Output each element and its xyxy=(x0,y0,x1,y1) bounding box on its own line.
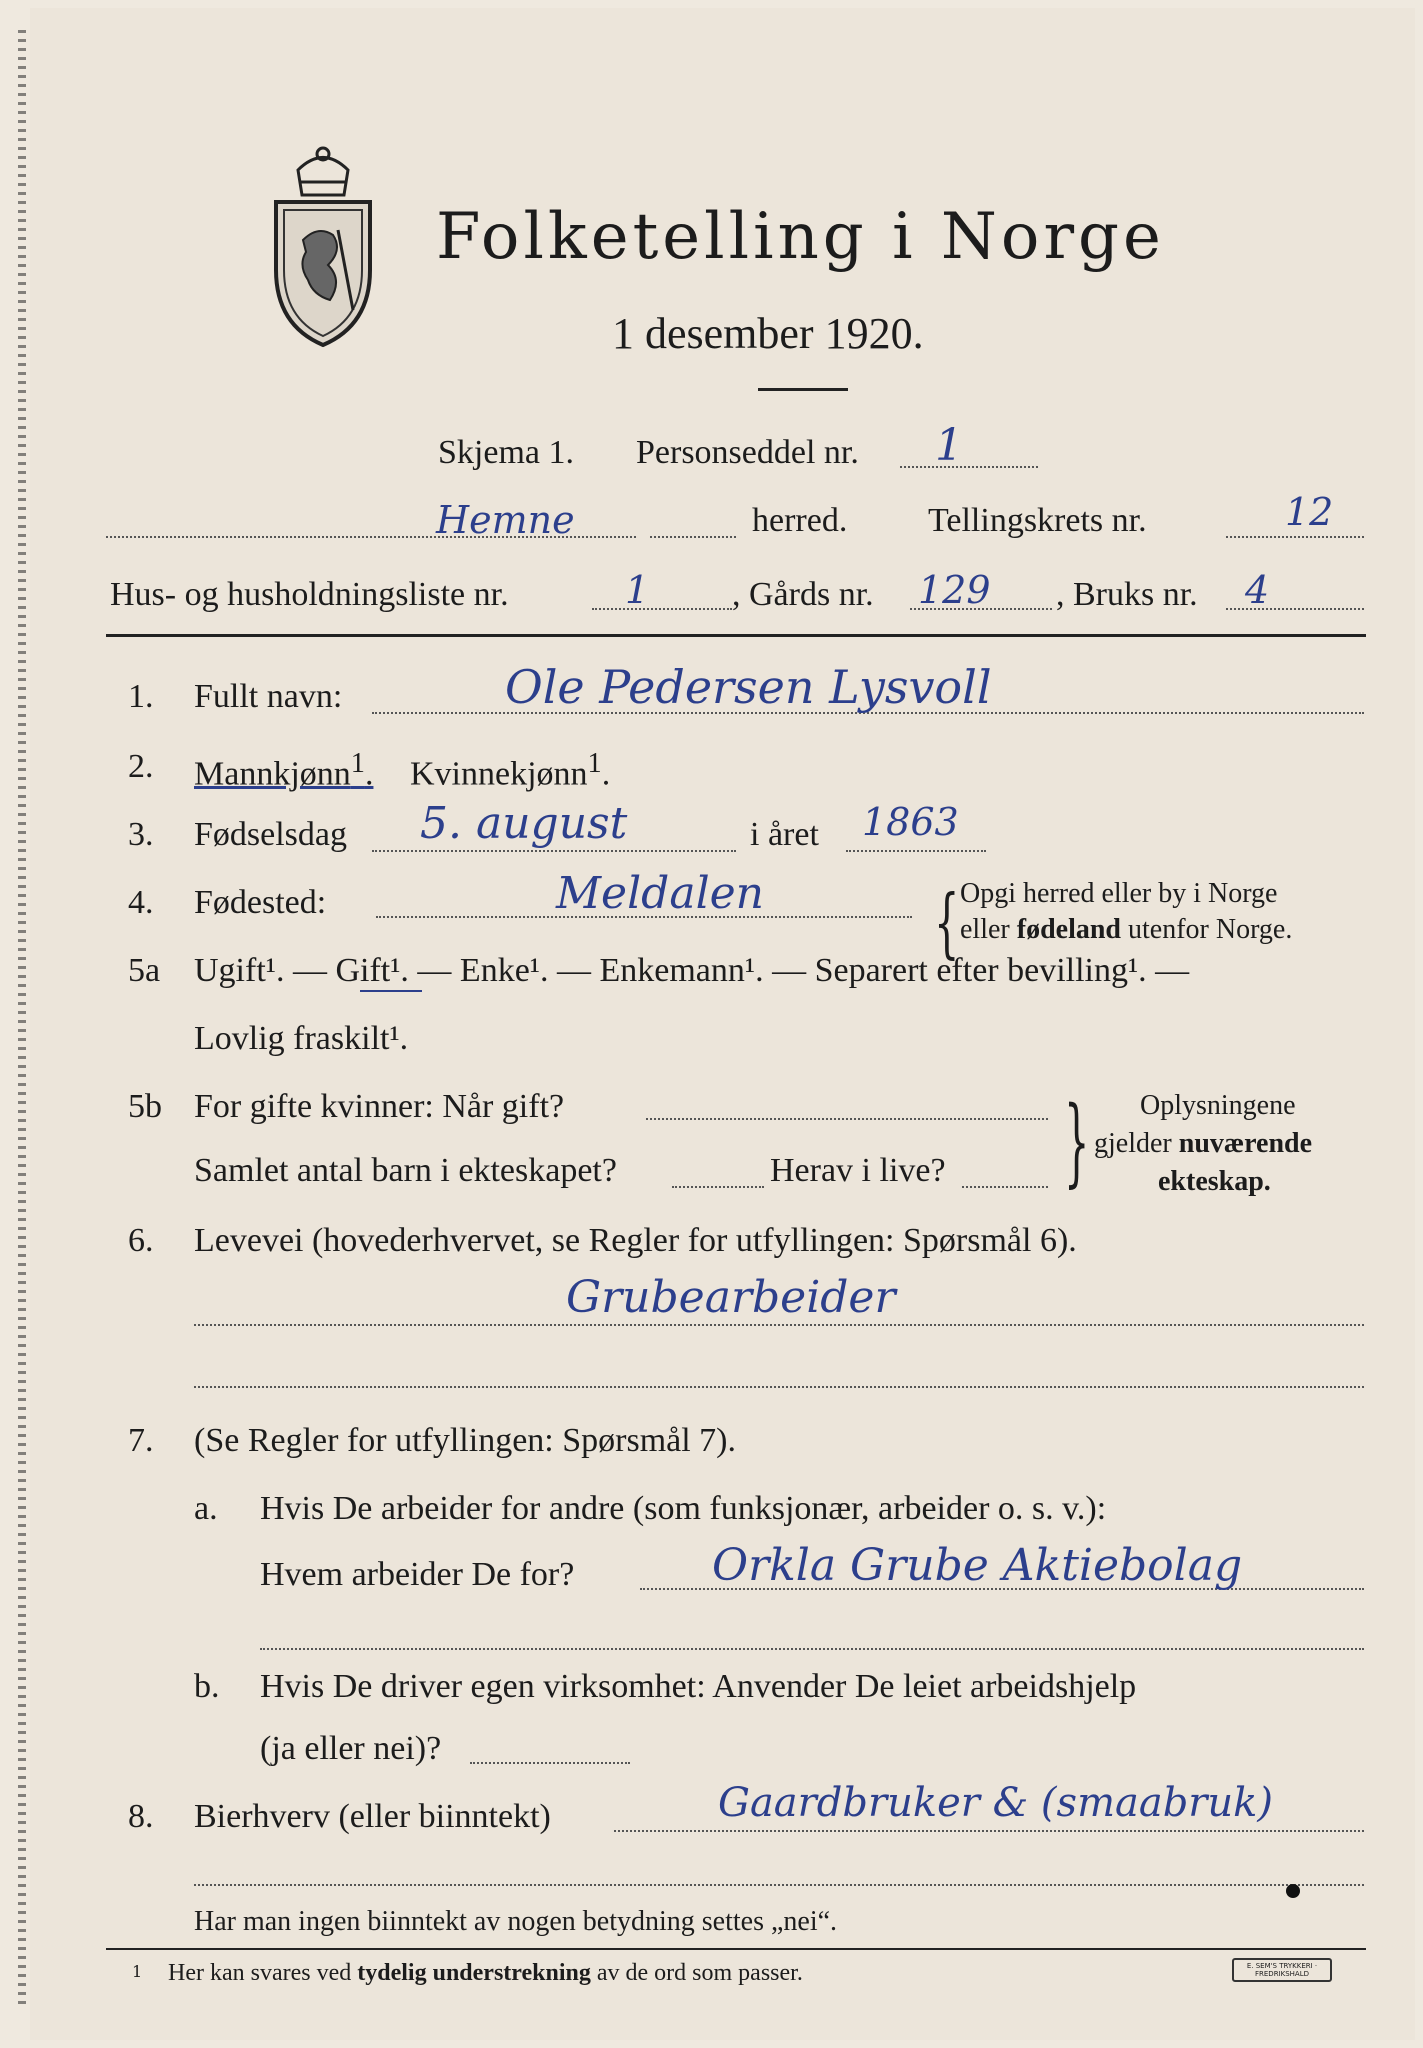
q5b-note-line2 xyxy=(1094,1128,1312,1160)
q8-field-line xyxy=(614,1830,1364,1832)
q7a-employer-label: Hvem arbeider De for? xyxy=(260,1556,575,1593)
q6-value: Grubearbeider xyxy=(566,1272,896,1323)
footnote-number: 1 xyxy=(132,1962,143,1981)
q3-number: 3. xyxy=(128,816,154,853)
printer-mark: E. SEM'S TRYKKERI · FREDRIKSHALD xyxy=(1232,1958,1332,1982)
q8-field-line-2 xyxy=(194,1884,1364,1886)
gards-value: 129 xyxy=(918,568,991,612)
skjema-label: Skjema 1. xyxy=(438,434,574,471)
census-date: 1 desember 1920. xyxy=(612,309,924,358)
q2-female-option: Kvinnekjønn$^1$. xyxy=(410,748,611,793)
q2-female-label: Kvinnekjønn xyxy=(410,755,588,793)
perforated-edge xyxy=(18,30,26,2010)
q7b-letter: b. xyxy=(194,1668,220,1705)
q4-note-birthland: fødeland xyxy=(1016,914,1121,945)
q1-number: 1. xyxy=(128,678,154,715)
q3-value: 5. august xyxy=(420,798,628,849)
q5b-children-label: Samlet antal barn i ekteskapet? xyxy=(194,1152,617,1189)
q5b-number: 5b xyxy=(128,1088,162,1125)
footnote-text xyxy=(168,1960,803,1987)
footnote-rule xyxy=(106,1948,1366,1950)
personseddel-label: Personseddel nr. xyxy=(636,434,859,471)
q3-year-value: 1863 xyxy=(862,800,959,844)
q4-note-abroad: utenfor Norge. xyxy=(1128,914,1293,945)
footnote-text-a: Her kan svares ved xyxy=(168,1960,352,1986)
q5b-note-line1: Oplysningene xyxy=(1140,1090,1296,1121)
q6-number: 6. xyxy=(128,1222,154,1259)
tellingskrets-label: Tellingskrets nr. xyxy=(928,502,1147,539)
footnote-text-c: av de ord som passer. xyxy=(596,1960,803,1986)
page-title: Folketelling i Norge xyxy=(436,200,1165,274)
q4-note-line2 xyxy=(960,914,1292,946)
q1-value: Ole Pedersen Lysvoll xyxy=(505,660,992,714)
q7a-letter: a. xyxy=(194,1490,218,1527)
q7b-label2: (ja eller nei)? xyxy=(260,1730,442,1767)
q2-male-label: Mannkjønn xyxy=(194,755,351,793)
husliste-value: 1 xyxy=(625,568,650,612)
tellingskrets-field-line xyxy=(1226,536,1364,538)
q3-label: Fødselsdag xyxy=(194,816,347,853)
herred-value: Hemne xyxy=(436,498,575,542)
q7a-value: Orkla Grube Aktiebolag xyxy=(712,1540,1243,1591)
q5a-line2: Lovlig fraskilt¹. xyxy=(194,1020,409,1057)
bruks-label: , Bruks nr. xyxy=(1056,576,1198,613)
title-divider xyxy=(758,388,848,391)
footnote-text-b: tydelig understrekning xyxy=(357,1960,591,1986)
q5b-married-field-line xyxy=(646,1118,1048,1120)
q4-value: Meldalen xyxy=(556,868,765,919)
coat-of-arms-icon xyxy=(258,140,388,350)
q1-label: Fullt navn: xyxy=(194,678,343,715)
q6-label: Levevei (hovederhvervet, se Regler for utfyllingen: Spørsmål 6). xyxy=(194,1222,1077,1259)
q7b-field-line xyxy=(470,1762,630,1764)
q5b-note-current: nuværende xyxy=(1178,1128,1313,1159)
personseddel-field-line xyxy=(900,466,1038,468)
q3-year-field-line xyxy=(846,850,986,852)
q8-number: 8. xyxy=(128,1798,154,1835)
husliste-field-line xyxy=(592,608,732,610)
tellingskrets-value: 12 xyxy=(1285,490,1334,534)
herred-field-line-2 xyxy=(650,536,736,538)
q7-label: (Se Regler for utfyllingen: Spørsmål 7). xyxy=(194,1422,737,1459)
no-income-note: Har man ingen biinntekt av nogen betydning settes „nei“. xyxy=(194,1906,838,1937)
q5a-number: 5a xyxy=(128,952,161,989)
ink-dot xyxy=(1286,1884,1300,1898)
q4-brace: { xyxy=(934,880,960,968)
q5b-label: For gifte kvinner: Når gift? xyxy=(194,1088,565,1125)
gards-label: , Gårds nr. xyxy=(732,576,874,613)
q5b-children-field-line xyxy=(672,1186,764,1188)
q3-year-label: i året xyxy=(750,816,819,853)
q3-field-line xyxy=(372,850,736,852)
q5a-gift-underline xyxy=(360,990,422,992)
q2-male-option: Mannkjønn$^1$. xyxy=(194,748,374,793)
husliste-label: Hus- og husholdningsliste nr. xyxy=(110,576,509,613)
herred-label: herred. xyxy=(752,502,848,539)
header-rule xyxy=(106,634,1366,637)
q4-number: 4. xyxy=(128,884,154,921)
q5b-alive-field-line xyxy=(962,1186,1048,1188)
q6-field-line xyxy=(194,1324,1364,1326)
personseddel-value: 1 xyxy=(935,420,963,471)
q5b-brace: } xyxy=(1064,1088,1090,1199)
q4-note-line1: Opgi herred eller by i Norge xyxy=(960,878,1278,909)
q7a-label: Hvis De arbeider for andre (som funksjonær, arbeider o. s. v.): xyxy=(260,1490,1107,1527)
q4-label: Fødested: xyxy=(194,884,327,921)
q8-value: Gaardbruker & (smaabruk) xyxy=(718,1780,1274,1826)
q5a-options: Ugift¹. — Gift¹. — Enke¹. — Enkemann¹. — Separert efter bevilling¹. — xyxy=(194,952,1190,989)
q2-number: 2. xyxy=(128,748,154,785)
q7b-label: Hvis De driver egen virksomhet: Anvender De leiet arbeidshjelp xyxy=(260,1668,1137,1705)
q8-label: Bierhverv (eller biinntekt) xyxy=(194,1798,551,1835)
q5b-note-line3: ekteskap. xyxy=(1158,1166,1271,1197)
q6-field-line-2 xyxy=(194,1386,1364,1388)
q7a-field-line-2 xyxy=(260,1648,1364,1650)
q5b-alive-label: Herav i live? xyxy=(770,1152,946,1189)
q4-note-or: eller xyxy=(960,914,1010,945)
q7-number: 7. xyxy=(128,1422,154,1459)
bruks-value: 4 xyxy=(1245,568,1270,612)
q5b-note-applies: gjelder xyxy=(1094,1128,1172,1159)
